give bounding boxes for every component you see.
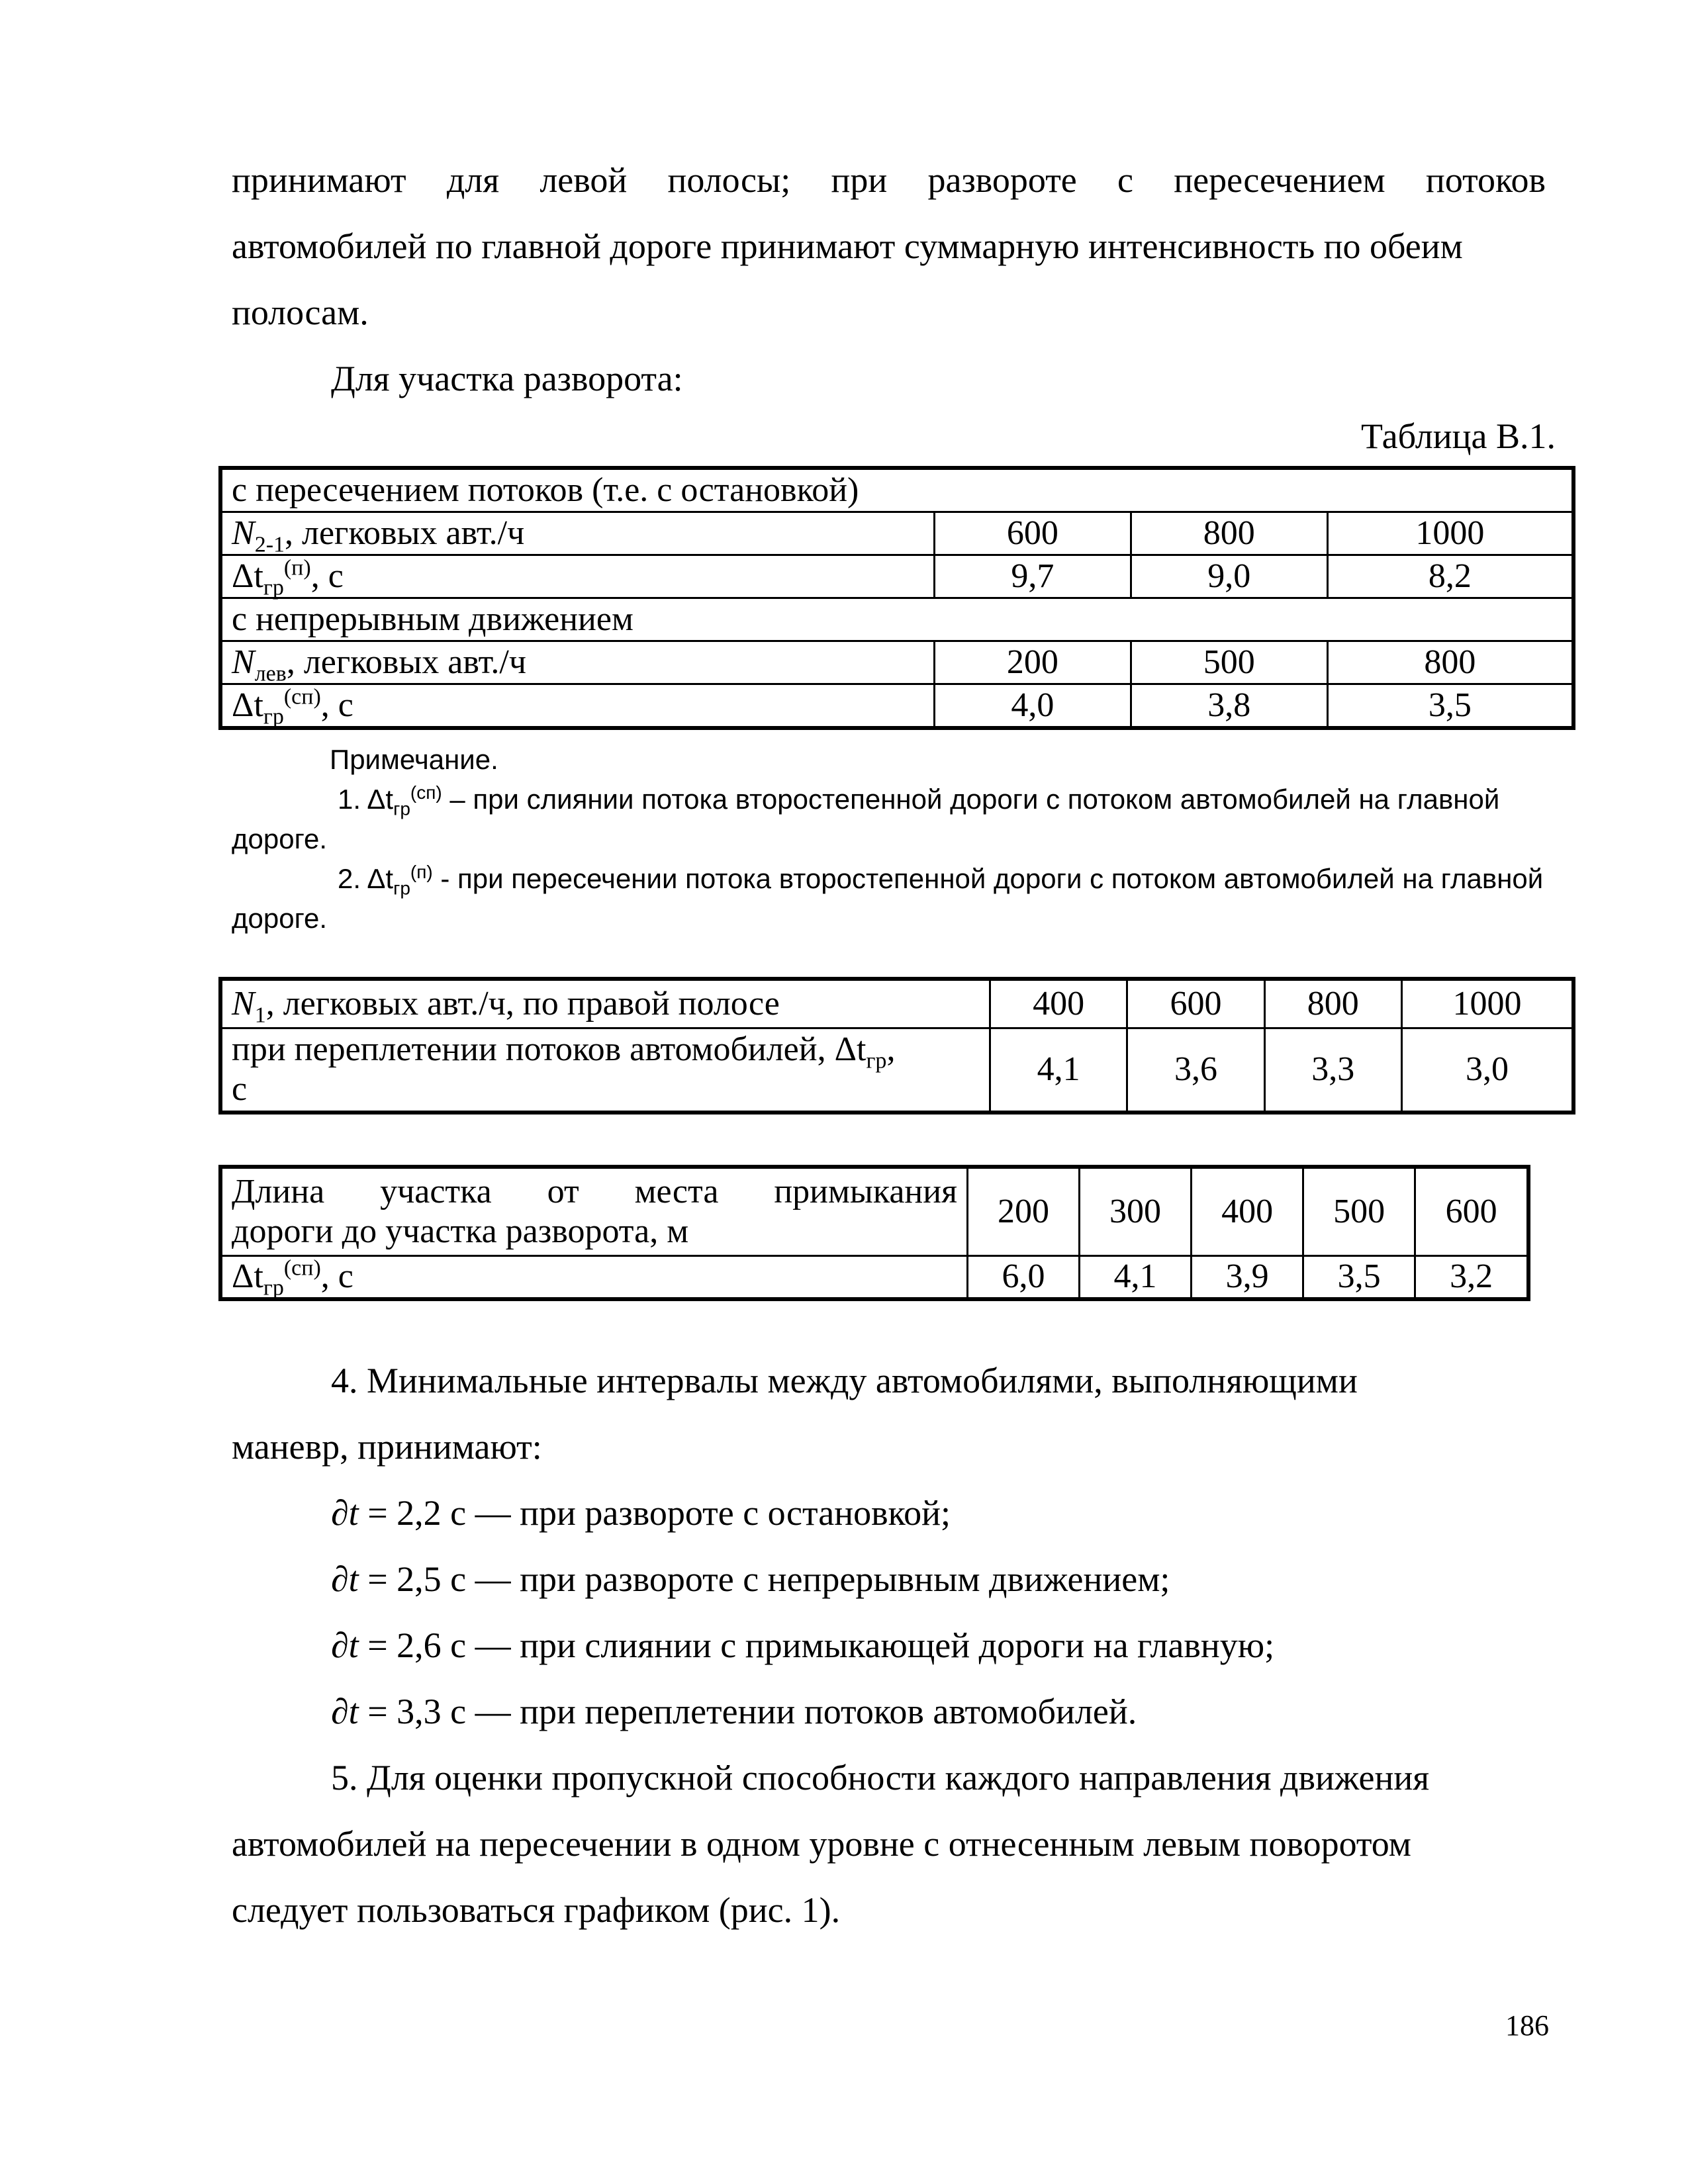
note-item-1 bbox=[232, 780, 1556, 859]
symbol: Δt bbox=[232, 686, 263, 725]
label-text: при переплетении потоков автомобилей, Δt bbox=[232, 1030, 867, 1069]
table-headway-u-turn bbox=[218, 466, 1575, 730]
table-cell: 3,2 bbox=[1415, 1255, 1528, 1299]
table-cell: 9,7 bbox=[935, 555, 1131, 598]
formula-line bbox=[232, 1546, 1546, 1612]
table-cell: 800 bbox=[1131, 512, 1327, 555]
note-text: – при слиянии потока второстепенной дороги с потоком автомобилей на главной дороге. bbox=[232, 784, 1500, 854]
formula-text: = 3,3 с — при переплетении потоков автомобилей. bbox=[358, 1692, 1137, 1731]
row-label bbox=[220, 684, 935, 729]
table-row bbox=[220, 1255, 1528, 1299]
label-text: Длина участка от места примыкания bbox=[232, 1172, 957, 1210]
table-cell: 3,3 bbox=[1264, 1028, 1401, 1113]
table-row bbox=[220, 512, 1573, 555]
paragraph-5-line-2: автомобилей на пересечении в одном уровне с отнесенным левым поворотом bbox=[232, 1824, 1411, 1864]
subscript: гр bbox=[263, 575, 284, 600]
subscript: гр bbox=[263, 1275, 284, 1300]
subscript: гр bbox=[393, 878, 410, 899]
symbol: Δt bbox=[232, 557, 263, 596]
note-text: - при пересечении потока второстепенной дороги с потоком автомобилей на главной дороге. bbox=[232, 863, 1544, 934]
superscript: (п) bbox=[283, 555, 311, 580]
table-row bbox=[220, 555, 1573, 598]
table-cell: 1000 bbox=[1327, 512, 1573, 555]
symbol: ∂t bbox=[331, 1559, 359, 1599]
section-header: с непрерывным движением bbox=[220, 598, 1573, 641]
label-text: , легковых авт./ч bbox=[286, 643, 527, 682]
symbol: N bbox=[232, 514, 255, 553]
subscript: 1 bbox=[254, 1003, 266, 1028]
paragraph-4-line-1: 4. Минимальные интервалы между автомобилями, выполняющими bbox=[331, 1361, 1358, 1400]
table-cell: 800 bbox=[1327, 641, 1573, 684]
note-item-2 bbox=[232, 859, 1556, 938]
table-cell: 3,9 bbox=[1192, 1255, 1303, 1299]
formula-line bbox=[232, 1612, 1546, 1678]
table-cell: 6,0 bbox=[968, 1255, 1080, 1299]
label-text: , с bbox=[320, 686, 353, 725]
intro-line-4: Для участка разворота: bbox=[331, 359, 683, 398]
subscript: 2-1 bbox=[254, 532, 285, 557]
label-text: , bbox=[886, 1030, 896, 1069]
subscript: гр bbox=[866, 1048, 887, 1073]
row-label bbox=[220, 1255, 968, 1299]
table-cell: 300 bbox=[1080, 1167, 1192, 1255]
row-label bbox=[220, 1028, 990, 1113]
table-cell: 3,5 bbox=[1303, 1255, 1415, 1299]
symbol: N bbox=[232, 984, 255, 1023]
note-symbol: 1. Δt bbox=[338, 784, 394, 815]
table-note bbox=[232, 740, 1556, 938]
intro-line-2: автомобилей по главной дороге принимают суммарную интенсивность по обеим bbox=[232, 226, 1463, 266]
body-text bbox=[232, 1347, 1546, 1943]
label-text: дороги до участка разворота, м bbox=[232, 1212, 689, 1250]
section-header: с пересечением потоков (т.е. с остановкой) bbox=[220, 468, 1573, 512]
table-weaving-headway bbox=[218, 977, 1575, 1115]
table-cell: 200 bbox=[968, 1167, 1080, 1255]
intro-line-3: полосам. bbox=[232, 293, 369, 332]
paragraph-4-line-2: маневр, принимают: bbox=[232, 1427, 542, 1467]
subscript: гр bbox=[263, 704, 284, 729]
row-label bbox=[220, 979, 990, 1028]
row-label bbox=[220, 641, 935, 684]
table-row bbox=[220, 979, 1573, 1028]
table-merge-length bbox=[218, 1165, 1530, 1301]
table-caption: Таблица В.1. bbox=[1361, 416, 1556, 456]
table-cell: 400 bbox=[1192, 1167, 1303, 1255]
label-text: , с bbox=[310, 557, 344, 596]
formula-line bbox=[232, 1480, 1546, 1546]
note-heading: Примечание. bbox=[330, 744, 498, 775]
row-label bbox=[220, 512, 935, 555]
table-cell: 600 bbox=[1415, 1167, 1528, 1255]
symbol: Δt bbox=[232, 1257, 263, 1296]
symbol: N bbox=[232, 643, 255, 682]
table-cell: 9,0 bbox=[1131, 555, 1327, 598]
formula-line bbox=[232, 1678, 1546, 1745]
table-cell: 500 bbox=[1131, 641, 1327, 684]
table-cell: 600 bbox=[1127, 979, 1264, 1028]
row-label bbox=[220, 555, 935, 598]
formula-text: = 2,2 с — при развороте с остановкой; bbox=[358, 1493, 951, 1533]
table-row bbox=[220, 1028, 1573, 1113]
table-cell: 1000 bbox=[1401, 979, 1573, 1028]
superscript: (сп) bbox=[283, 684, 321, 709]
superscript: (п) bbox=[410, 862, 433, 882]
table-row bbox=[220, 684, 1573, 729]
table-row bbox=[220, 468, 1573, 512]
superscript: (сп) bbox=[283, 1256, 321, 1281]
intro-paragraph bbox=[232, 147, 1546, 412]
table-cell: 400 bbox=[990, 979, 1127, 1028]
table-cell: 4,1 bbox=[990, 1028, 1127, 1113]
table-cell: 8,2 bbox=[1327, 555, 1573, 598]
paragraph-5-line-1: 5. Для оценки пропускной способности каждого направления движения bbox=[331, 1758, 1430, 1797]
table-cell: 3,5 bbox=[1327, 684, 1573, 729]
formula-text: = 2,5 с — при развороте с непрерывным движением; bbox=[358, 1559, 1170, 1599]
table-cell: 200 bbox=[935, 641, 1131, 684]
note-symbol: 2. Δt bbox=[338, 863, 394, 894]
table-cell: 3,0 bbox=[1401, 1028, 1573, 1113]
symbol: ∂t bbox=[331, 1493, 359, 1533]
table-row bbox=[220, 641, 1573, 684]
label-text: с bbox=[232, 1070, 248, 1109]
label-text: , с bbox=[320, 1257, 353, 1296]
symbol: ∂t bbox=[331, 1692, 359, 1731]
formula-text: = 2,6 с — при слиянии с примыкающей дороги на главную; bbox=[358, 1625, 1275, 1665]
intro-line-1: принимают для левой полосы; при развороте с пересечением потоков bbox=[232, 160, 1546, 200]
subscript: лев bbox=[254, 661, 287, 686]
table-cell: 800 bbox=[1264, 979, 1401, 1028]
label-text: , легковых авт./ч bbox=[285, 514, 525, 553]
label-text: , легковых авт./ч, по правой полосе bbox=[265, 984, 780, 1023]
row-label bbox=[220, 1167, 968, 1255]
table-row bbox=[220, 1167, 1528, 1255]
table-cell: 3,8 bbox=[1131, 684, 1327, 729]
table-cell: 500 bbox=[1303, 1167, 1415, 1255]
table-cell: 600 bbox=[935, 512, 1131, 555]
superscript: (сп) bbox=[410, 782, 442, 803]
table-row bbox=[220, 598, 1573, 641]
paragraph-5-line-3: следует пользоваться графиком (рис. 1). bbox=[232, 1890, 841, 1930]
symbol: ∂t bbox=[331, 1625, 359, 1665]
table-cell: 4,0 bbox=[935, 684, 1131, 729]
subscript: гр bbox=[393, 798, 410, 819]
table-cell: 3,6 bbox=[1127, 1028, 1264, 1113]
table-cell: 4,1 bbox=[1080, 1255, 1192, 1299]
page-number: 186 bbox=[1505, 2009, 1549, 2042]
